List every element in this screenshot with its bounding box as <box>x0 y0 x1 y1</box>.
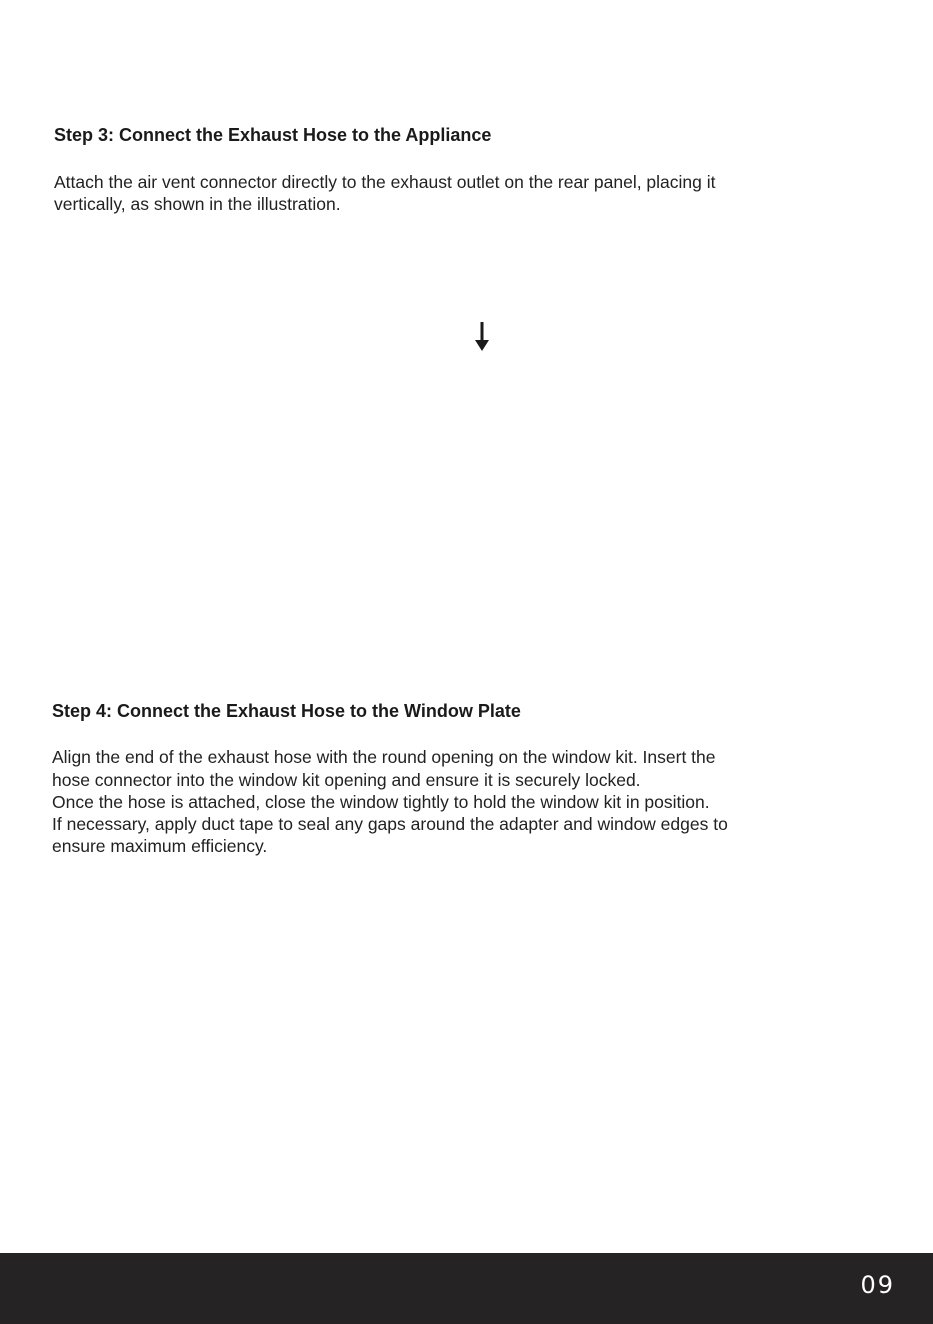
step3-heading: Step 3: Connect the Exhaust Hose to the Appliance <box>54 125 492 145</box>
page-footer <box>0 1253 933 1324</box>
step4-line-5: ensure maximum efficiency. <box>52 836 268 856</box>
step3-line-1: Attach the air vent connector directly to the exhaust outlet on the rear panel, placing it <box>54 172 716 192</box>
step3-instructions <box>54 171 716 215</box>
step4-line-1: Align the end of the exhaust hose with the round opening on the window kit. Insert the <box>52 747 716 767</box>
step4-line-3: Once the hose is attached, close the window tightly to hold the window kit in position. <box>52 792 710 812</box>
step4-line-4: If necessary, apply duct tape to seal any gaps around the adapter and window edges to <box>52 814 728 834</box>
page-number: 09 <box>860 1271 895 1299</box>
step4-line-2: hose connector into the window kit opening and ensure it is securely locked. <box>52 770 641 790</box>
step4-instructions <box>52 746 728 857</box>
step4-heading: Step 4: Connect the Exhaust Hose to the Window Plate <box>52 701 521 721</box>
step3-line-2: vertically, as shown in the illustration. <box>54 194 341 214</box>
arrow-down-icon <box>474 322 490 352</box>
